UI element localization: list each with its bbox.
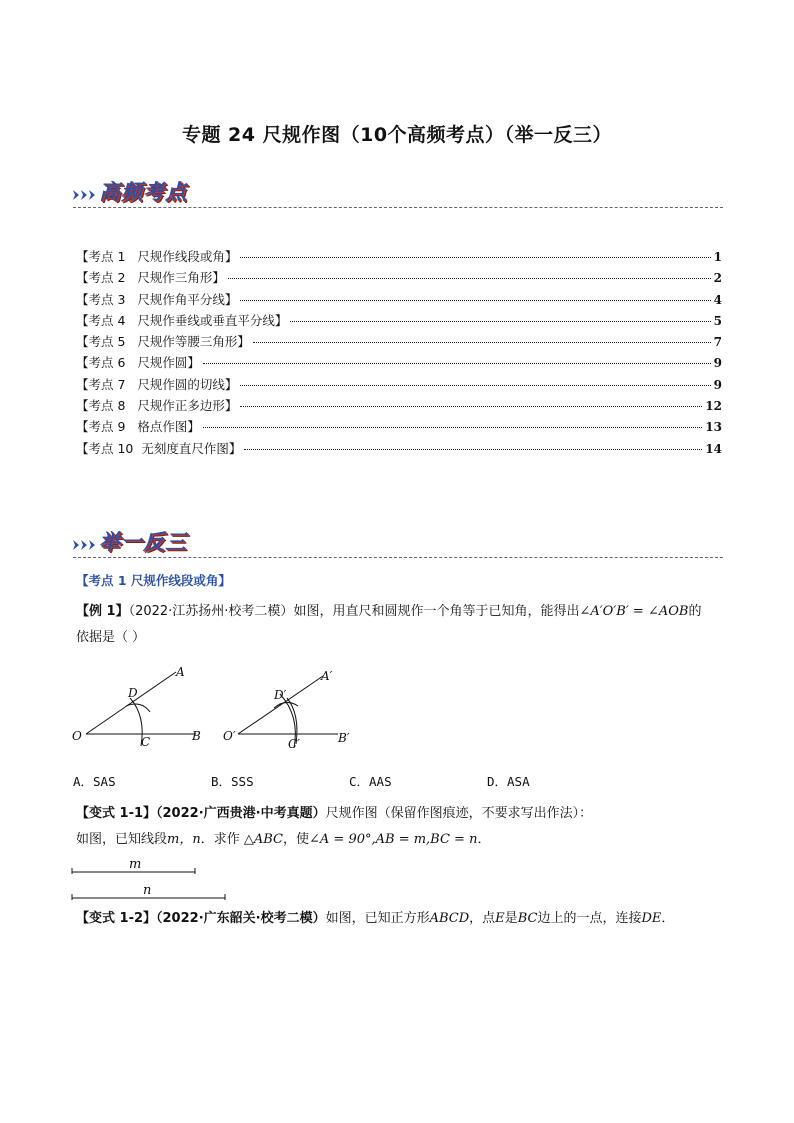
variant-text: 是	[504, 911, 518, 926]
ray-oa-prime	[238, 676, 323, 734]
variant-tag: 【变式 1-1】	[76, 806, 157, 821]
toc-row[interactable]	[76, 311, 722, 332]
dashed-divider	[73, 557, 723, 558]
toc-row[interactable]	[76, 375, 722, 396]
option-d[interactable]: D．ASA	[487, 774, 530, 789]
toc-leader-dots	[240, 257, 710, 258]
toc-label: 【考点 5 尺规作等腰三角形】	[76, 334, 250, 350]
toc-leader-dots	[240, 385, 710, 386]
dashed-divider	[73, 207, 723, 208]
label-m: m	[129, 857, 142, 872]
variant-text: 尺规作图（保留作图痕迹，不要求写出作法）：	[325, 806, 593, 821]
label-a: A	[176, 665, 185, 679]
example-tag: 【例 1】	[76, 604, 129, 619]
table-of-contents	[76, 247, 722, 460]
variant-source: （2022·广西贵港·中考真题）	[156, 806, 326, 821]
variant-text: ．	[661, 911, 675, 926]
toc-page-number: 7	[713, 335, 722, 350]
toc-label: 【考点 2 尺规作三角形】	[76, 270, 225, 286]
variant-text: 边上的一点，连接	[537, 911, 642, 926]
example-text: 如图，用直尺和圆规作一个角等于已知角，能得出	[293, 604, 580, 619]
toc-row[interactable]	[76, 353, 722, 374]
variant-seg: DE	[641, 911, 662, 926]
banner-title: 高频考点	[99, 180, 187, 204]
toc-page-number: 2	[713, 271, 722, 286]
toc-leader-dots	[240, 406, 702, 407]
variant-triangle: ABC	[253, 832, 283, 847]
segment-figure	[71, 856, 231, 902]
option-c[interactable]: C．AAS	[349, 774, 392, 789]
ray-oa	[86, 672, 176, 734]
label-o-prime: O′	[223, 729, 236, 743]
label-b: B	[192, 729, 201, 743]
option-a[interactable]: A．SAS	[73, 774, 116, 789]
triple-arrow-icon	[73, 538, 99, 552]
toc-label: 【考点 7 尺规作圆的切线】	[76, 376, 238, 392]
label-d-prime: D′	[274, 688, 287, 702]
label-o: O	[72, 729, 82, 743]
variant-source: （2022·广东韶关·校考二模）	[156, 911, 326, 926]
toc-row[interactable]	[76, 417, 722, 438]
variant-point: E	[495, 911, 505, 926]
variant-text: 如图，已知正方形	[325, 911, 430, 926]
toc-leader-dots	[228, 278, 711, 279]
toc-leader-dots	[240, 300, 710, 301]
variant-tag: 【变式 1-2】	[76, 911, 157, 926]
variant-square: ABCD	[429, 911, 470, 926]
toc-label: 【考点 8 尺规作正多边形】	[76, 398, 238, 414]
variant-side: BC	[517, 911, 538, 926]
toc-leader-dots	[203, 363, 711, 364]
toc-page-number: 13	[705, 420, 722, 435]
toc-page-number: 4	[713, 292, 722, 307]
example-text-end: 的	[688, 604, 702, 619]
toc-row[interactable]	[76, 290, 722, 311]
toc-label: 【考点 1 尺规作线段或角】	[76, 249, 238, 264]
toc-label: 【考点 3 尺规作角平分线】	[76, 291, 238, 307]
toc-leader-dots	[253, 342, 711, 343]
toc-row[interactable]	[76, 268, 722, 289]
page-title: 专题 24 尺规作图（10个高频考点）（举一反三）	[181, 124, 613, 146]
label-a-prime: A′	[321, 669, 333, 683]
example-1	[76, 599, 726, 651]
toc-page-number: 1	[713, 250, 722, 264]
angle-construction-figure	[68, 662, 368, 752]
variant-vars: m，n	[167, 832, 201, 847]
section-banner-high-frequency	[73, 176, 723, 206]
example-question: 依据是（ ）	[76, 630, 146, 645]
toc-label: 【考点 6 尺规作圆】	[76, 355, 200, 371]
example-formula: ∠A′O′B′ = ∠AOB	[579, 604, 689, 619]
label-b-prime: B′	[338, 731, 350, 745]
variant-line2: 如图，已知线段	[76, 832, 168, 847]
variant-line2c: ，使	[283, 832, 310, 847]
section-heading: 【考点 1 尺规作线段或角】	[76, 573, 231, 588]
toc-row[interactable]	[76, 247, 722, 268]
label-c: C	[141, 735, 151, 749]
answer-options	[73, 772, 713, 790]
toc-page-number: 12	[705, 399, 722, 414]
toc-row[interactable]	[76, 396, 722, 417]
toc-page-number: 5	[713, 313, 722, 328]
toc-leader-dots	[244, 449, 702, 450]
label-c-prime: C′	[288, 737, 300, 751]
toc-page-number: 9	[713, 377, 722, 392]
variant-text: ，点	[469, 911, 496, 926]
variant-line2d: ．	[477, 832, 491, 847]
variant-formula: ∠A = 90°,AB = m,BC = n	[309, 832, 478, 847]
triple-arrow-icon	[73, 188, 99, 202]
banner-title: 举一反三	[99, 530, 187, 554]
toc-row[interactable]	[76, 332, 722, 353]
variant-1-2	[76, 906, 726, 932]
label-n: n	[143, 883, 152, 898]
option-b[interactable]: B．SSS	[211, 774, 254, 789]
toc-leader-dots	[203, 427, 702, 428]
toc-label: 【考点 9 格点作图】	[76, 419, 200, 435]
example-source: （2022·江苏扬州·校考二模）	[128, 604, 294, 619]
toc-page-number: 14	[705, 441, 722, 456]
toc-leader-dots	[290, 321, 710, 322]
toc-label: 【考点 10 无刻度直尺作图】	[76, 440, 242, 456]
variant-1-1	[76, 801, 726, 853]
label-d: D	[128, 686, 138, 700]
toc-label: 【考点 4 尺规作垂线或垂直平分线】	[76, 312, 288, 328]
section-banner-practice	[73, 526, 723, 556]
toc-row[interactable]	[76, 439, 722, 460]
variant-line2b: ．求作 △	[200, 832, 254, 847]
toc-page-number: 9	[713, 356, 722, 371]
